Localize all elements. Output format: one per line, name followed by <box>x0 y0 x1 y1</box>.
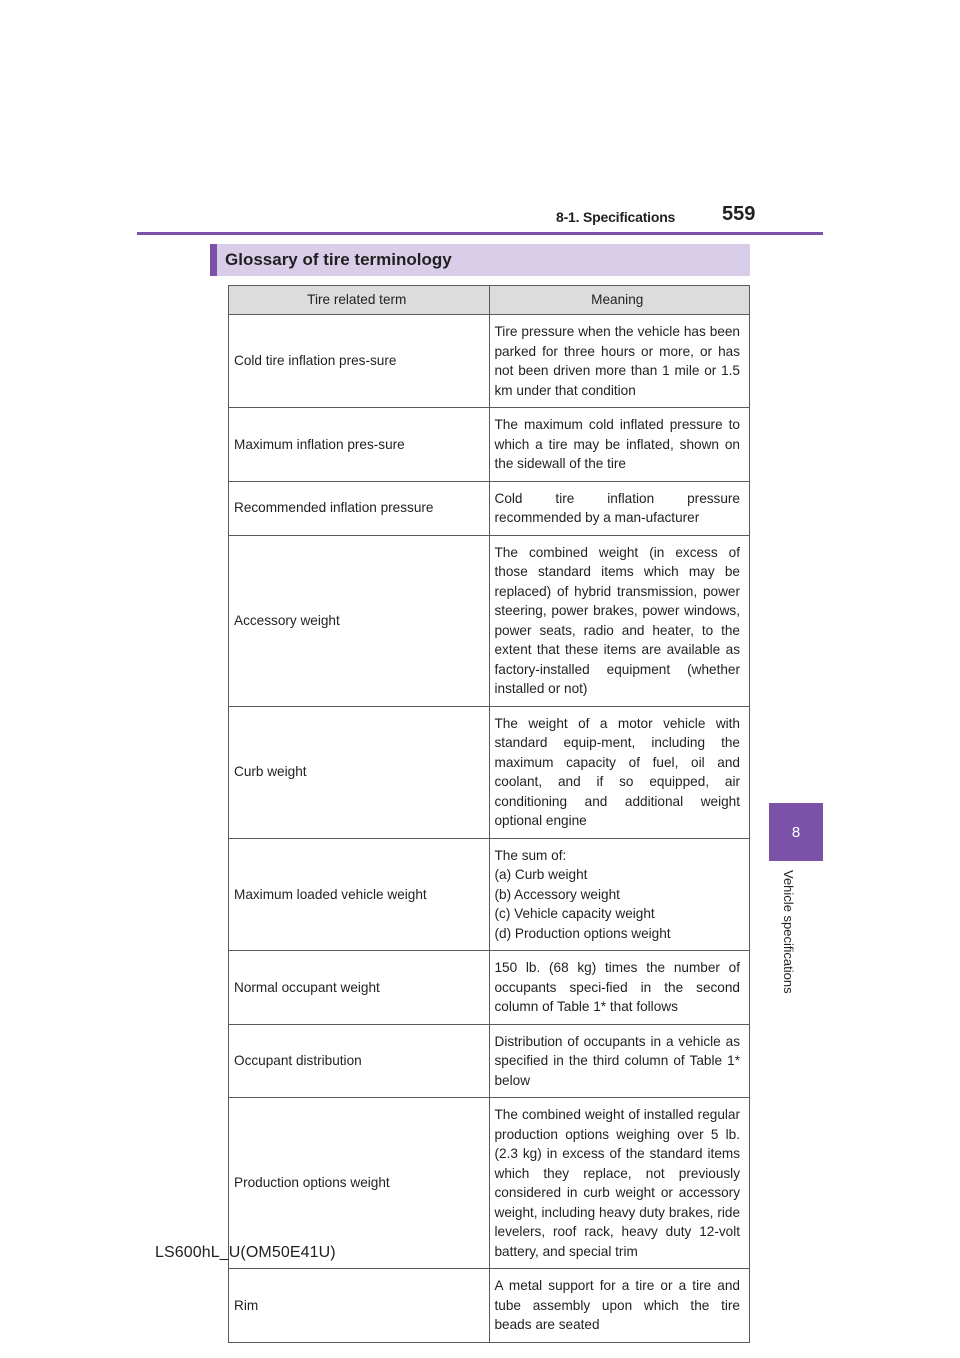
meaning-cell: The maximum cold inflated pressure to which a tire may be inflated, shown on the sidewall of the tire <box>489 408 750 482</box>
meaning-cell: A metal support for a tire or a tire and tube assembly upon which the tire beads are seated <box>489 1269 750 1343</box>
glossary-table <box>228 285 750 1343</box>
table-row <box>229 408 750 482</box>
table-row <box>229 1098 750 1269</box>
table-row <box>229 706 750 838</box>
meaning-line: (a) Curb weight <box>494 867 588 882</box>
table-row <box>229 535 750 706</box>
column-header-meaning: Meaning <box>489 286 750 315</box>
term-cell: Maximum inflation pres-sure <box>229 408 490 482</box>
term-cell: Occupant distribution <box>229 1024 490 1098</box>
table-row <box>229 838 750 951</box>
meaning-line: (c) Vehicle capacity weight <box>494 906 655 921</box>
term-cell: Rim <box>229 1269 490 1343</box>
meaning-cell: Tire pressure when the vehicle has been parked for three hours or more, or has not been driven more than 1 mile or 1.5 km under that condition <box>489 315 750 408</box>
header-divider <box>137 232 823 235</box>
term-cell: Accessory weight <box>229 535 490 706</box>
document-code-footer: LS600hL_U(OM50E41U) <box>155 1244 336 1261</box>
term-cell: Cold tire inflation pres-sure <box>229 315 490 408</box>
chapter-tab[interactable] <box>769 803 823 861</box>
header-section-title: 8-1. Specifications <box>556 209 676 225</box>
meaning-cell: Cold tire inflation pressure recommended by a man-ufacturer <box>489 481 750 535</box>
column-header-term: Tire related term <box>229 286 490 315</box>
meaning-line: (d) Production options weight <box>494 925 671 941</box>
meaning-cell: The combined weight (in excess of those standard items which may be replaced) of hybrid transmission, power steering, power brakes, power windows, power seats, radio and heater, to the extent that these items are available as factory-installed equipment (whether installed or not) <box>489 535 750 706</box>
table-row <box>229 1269 750 1343</box>
term-cell: Curb weight <box>229 706 490 838</box>
meaning-cell: 150 lb. (68 kg) times the number of occupants speci-fied in the second column of Table 1* that follows <box>489 951 750 1025</box>
term-cell: Normal occupant weight <box>229 951 490 1025</box>
meaning-line: (b) Accessory weight <box>494 886 620 902</box>
chapter-number: 8 <box>791 823 801 841</box>
table-row <box>229 481 750 535</box>
meaning-cell: The combined weight of installed regular production options weighing over 5 lb. (2.3 kg) in excess of the standard items which they replace, not previously considered in curb weight or accessory weight, including heavy duty brakes, ride levelers, roof rack, heavy duty 12-volt battery, and special trim <box>489 1098 750 1269</box>
section-heading-text: Glossary of tire terminology <box>225 250 452 269</box>
term-cell: Maximum loaded vehicle weight <box>229 838 490 951</box>
table-row <box>229 315 750 408</box>
term-cell: Production options weight <box>229 1098 490 1269</box>
section-heading <box>210 244 750 276</box>
meaning-cell: The weight of a motor vehicle with standard equip-ment, including the maximum capacity of fuel, oil and coolant, and if so equipped, air conditioning and additional weight optional engine <box>489 706 750 838</box>
meaning-line: The sum of: <box>494 847 567 863</box>
meaning-cell <box>489 838 750 951</box>
term-cell: Recommended inflation pressure <box>229 481 490 535</box>
page-number: 559 <box>722 203 756 225</box>
table-row <box>229 1024 750 1098</box>
table-row <box>229 951 750 1025</box>
chapter-label: Vehicle specifications <box>781 870 796 994</box>
table-header-row <box>229 286 750 315</box>
meaning-cell: Distribution of occupants in a vehicle as specified in the third column of Table 1* below <box>489 1024 750 1098</box>
